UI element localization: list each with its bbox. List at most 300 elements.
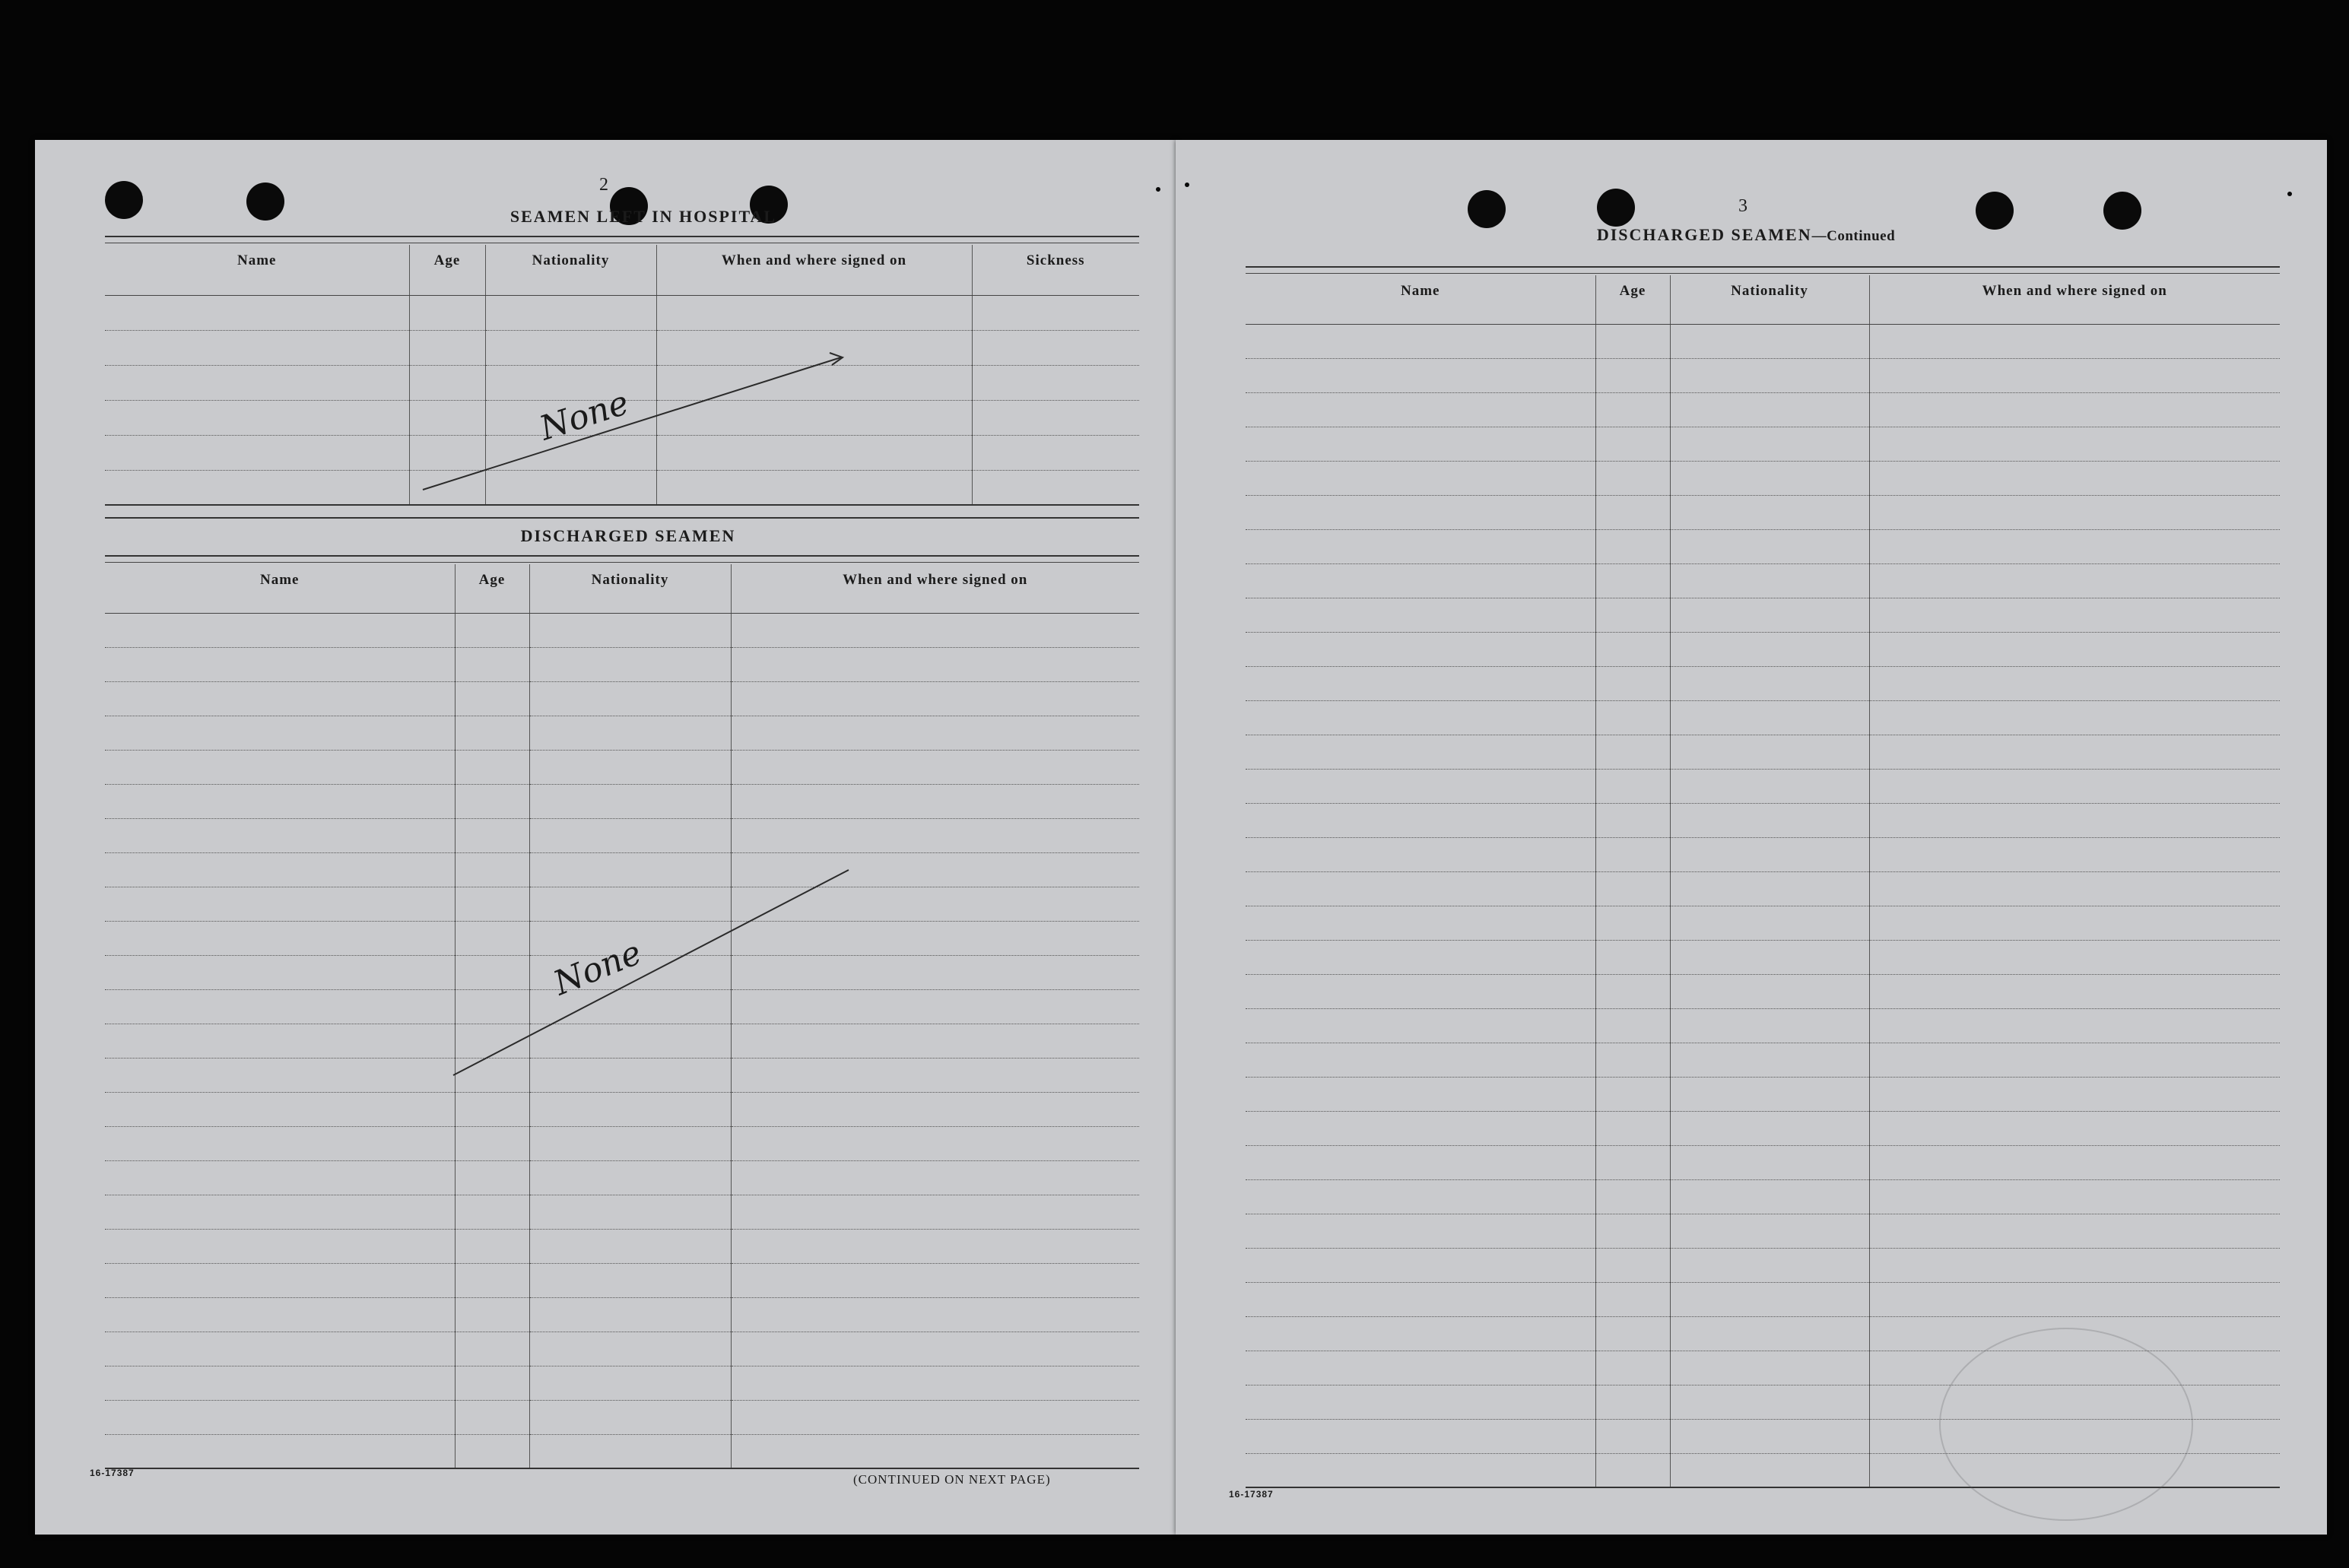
table-row [1246, 1008, 2280, 1043]
table-cell [1670, 666, 1869, 700]
table-row [1246, 1282, 2280, 1316]
section-title-text: DISCHARGED SEAMEN [1596, 225, 1812, 244]
table-cell [1595, 1282, 1670, 1316]
table-cell [1595, 598, 1670, 632]
table-cell [1869, 906, 2280, 940]
table-row [1246, 700, 2280, 735]
table-cell [1869, 1282, 2280, 1316]
table-cell [1246, 1008, 1595, 1043]
table-cell [1869, 940, 2280, 974]
table-cell [1246, 1351, 1595, 1385]
table-cell [529, 681, 731, 716]
left-page [35, 140, 1176, 1535]
table-cell [1869, 803, 2280, 837]
speck [1156, 187, 1160, 192]
punch-hole [246, 183, 284, 221]
table-row [1246, 837, 2280, 871]
table-cell [1595, 1419, 1670, 1453]
table-row [1246, 1077, 2280, 1111]
punch-hole [1468, 190, 1506, 228]
table-cell [1246, 1316, 1595, 1351]
table-row [1246, 1214, 2280, 1248]
table-cell [1869, 700, 2280, 735]
table-cell [105, 852, 455, 887]
faint-stamp [1939, 1328, 2193, 1521]
table-cell [105, 750, 455, 784]
table-cell [1869, 837, 2280, 871]
table-cell [1869, 392, 2280, 427]
table-cell [1595, 871, 1670, 906]
table-cell [1670, 1248, 1869, 1282]
discharged-continued-table [1246, 275, 2280, 1488]
table-cell [105, 1160, 455, 1195]
table-cell [1670, 1419, 1869, 1453]
table-cell [1595, 1179, 1670, 1214]
table-row [105, 784, 1139, 818]
table-cell [1246, 563, 1595, 598]
column-header-name: Name [1246, 275, 1595, 324]
column-header-sickness: Sickness [972, 245, 1139, 295]
table-cell [529, 784, 731, 818]
table-cell [485, 295, 656, 330]
table-cell [455, 1332, 529, 1366]
table-cell [972, 470, 1139, 505]
title-rule [105, 236, 1139, 243]
table-cell [1670, 1351, 1869, 1385]
speck [2287, 192, 2292, 196]
table-cell [1869, 495, 2280, 529]
table-cell [1595, 461, 1670, 495]
table-cell [1670, 1316, 1869, 1351]
table-row [1246, 324, 2280, 358]
table-cell [455, 1263, 529, 1297]
table-cell [1670, 803, 1869, 837]
table-row [1246, 461, 2280, 495]
table-row [1246, 1111, 2280, 1145]
table-cell [1246, 1043, 1595, 1077]
table-cell [731, 1263, 1139, 1297]
table-cell [455, 1160, 529, 1195]
table-cell [731, 750, 1139, 784]
table-cell [1246, 358, 1595, 392]
table-cell [455, 613, 529, 647]
table-row [105, 1195, 1139, 1229]
table-cell [529, 750, 731, 784]
table-row [1246, 563, 2280, 598]
punch-hole [105, 181, 143, 219]
table-cell [1670, 392, 1869, 427]
table-row [1246, 495, 2280, 529]
table-cell [529, 818, 731, 852]
table-cell [1670, 1385, 1869, 1419]
table-row [1246, 1043, 2280, 1077]
table-cell [1595, 1453, 1670, 1487]
table-cell [1246, 392, 1595, 427]
column-header-nationality: Nationality [485, 245, 656, 295]
table-cell [1246, 906, 1595, 940]
table-cell [1595, 392, 1670, 427]
table-row [105, 1434, 1139, 1468]
table-cell [1246, 769, 1595, 803]
column-header-when-where-signed-on: When and where signed on [731, 564, 1139, 613]
table-cell [1595, 1248, 1670, 1282]
table-cell [1869, 1145, 2280, 1179]
table-cell [1670, 1111, 1869, 1145]
table-cell [1670, 906, 1869, 940]
table-cell [1670, 495, 1869, 529]
table-cell [105, 1058, 455, 1092]
table-cell [1869, 324, 2280, 358]
table-cell [1670, 837, 1869, 871]
section-title-continued: —Continued [1811, 228, 1896, 244]
table-cell [455, 681, 529, 716]
table-cell [1670, 940, 1869, 974]
table-cell [1670, 974, 1869, 1008]
table-cell [105, 1400, 455, 1434]
column-header-name: Name [105, 245, 409, 295]
table-cell [1670, 1179, 1869, 1214]
table-cell [1595, 1214, 1670, 1248]
column-header-age: Age [455, 564, 529, 613]
table-cell [105, 1263, 455, 1297]
table-cell [1670, 1043, 1869, 1077]
table-cell [455, 1400, 529, 1434]
table-cell [529, 1229, 731, 1263]
table-cell [105, 887, 455, 921]
table-cell [1595, 1145, 1670, 1179]
column-header-age: Age [409, 245, 485, 295]
table-cell [731, 784, 1139, 818]
table-cell [1246, 529, 1595, 563]
table-cell [1246, 803, 1595, 837]
table-cell [1246, 1145, 1595, 1179]
punch-hole [1976, 192, 2014, 230]
table-cell [1595, 1351, 1670, 1385]
column-header-nationality: Nationality [1670, 275, 1869, 324]
table-cell [105, 1297, 455, 1332]
table-row [1246, 1179, 2280, 1214]
table-cell [731, 1297, 1139, 1332]
table-cell [455, 1434, 529, 1468]
section-title-discharged-seamen: DISCHARGED SEAMEN [520, 526, 736, 545]
table-cell [1246, 735, 1595, 769]
table-cell [731, 716, 1139, 750]
table-cell [455, 818, 529, 852]
table-cell [1670, 871, 1869, 906]
table-cell [1246, 461, 1595, 495]
table-cell [1595, 1385, 1670, 1419]
table-cell [1869, 1008, 2280, 1043]
table-cell [1595, 974, 1670, 1008]
table-cell [731, 1126, 1139, 1160]
table-row [1246, 392, 2280, 427]
table-cell [1670, 1214, 1869, 1248]
table-cell [731, 818, 1139, 852]
table-row [105, 647, 1139, 681]
table-cell [105, 1024, 455, 1058]
table-cell [1869, 1111, 2280, 1145]
table-cell [529, 1366, 731, 1400]
table-cell [1670, 461, 1869, 495]
table-cell [529, 1126, 731, 1160]
table-cell [1869, 769, 2280, 803]
table-row [1246, 803, 2280, 837]
table-cell [1595, 427, 1670, 461]
table-cell [1246, 1419, 1595, 1453]
table-cell [1246, 632, 1595, 666]
table-cell [1246, 1282, 1595, 1316]
table-cell [1246, 1453, 1595, 1487]
table-row [1246, 666, 2280, 700]
table-row [105, 1366, 1139, 1400]
table-cell [1595, 700, 1670, 735]
table-row [105, 1400, 1139, 1434]
table-cell [731, 1195, 1139, 1229]
table-row [105, 1092, 1139, 1126]
table-cell [1869, 598, 2280, 632]
table-row [1246, 735, 2280, 769]
section-title-discharged-seamen-continued [1510, 225, 1982, 245]
table-row [1246, 1145, 2280, 1179]
table-cell [1595, 1316, 1670, 1351]
table-cell [1595, 837, 1670, 871]
table-cell [1869, 427, 2280, 461]
table-cell [731, 1092, 1139, 1126]
table-row [1246, 940, 2280, 974]
table-cell [1595, 563, 1670, 598]
page-number: 2 [599, 175, 609, 195]
table-cell [1246, 974, 1595, 1008]
table-cell [105, 1126, 455, 1160]
svg-text:None: None [535, 383, 633, 449]
table-cell [972, 435, 1139, 470]
table-cell [1869, 1214, 2280, 1248]
table-cell [731, 681, 1139, 716]
table-cell [529, 1195, 731, 1229]
table-cell [105, 1092, 455, 1126]
table-row [105, 1297, 1139, 1332]
table-cell [731, 1434, 1139, 1468]
table-cell [1869, 666, 2280, 700]
table-cell [1869, 632, 2280, 666]
table-row [1246, 769, 2280, 803]
table-cell [1595, 735, 1670, 769]
table-cell [529, 1400, 731, 1434]
table-row [105, 681, 1139, 716]
table-cell [455, 1126, 529, 1160]
table-cell [105, 681, 455, 716]
table-cell [1246, 1214, 1595, 1248]
table-cell [1670, 1453, 1869, 1487]
table-cell [1595, 529, 1670, 563]
table-cell [731, 1366, 1139, 1400]
table-row [105, 1332, 1139, 1366]
table-cell [1246, 324, 1595, 358]
table-cell [1246, 1179, 1595, 1214]
table-cell [1670, 598, 1869, 632]
table-cell [1869, 1043, 2280, 1077]
table-cell [1595, 358, 1670, 392]
table-cell [529, 1332, 731, 1366]
table-cell [105, 818, 455, 852]
table-cell [656, 295, 972, 330]
column-header-age: Age [1595, 275, 1670, 324]
table-cell [105, 784, 455, 818]
table-row [105, 295, 1139, 330]
table-cell [1670, 358, 1869, 392]
table-row [105, 1263, 1139, 1297]
table-row [105, 750, 1139, 784]
table-cell [105, 1366, 455, 1400]
table-row [105, 1126, 1139, 1160]
table-cell [731, 1332, 1139, 1366]
column-header-nationality: Nationality [529, 564, 731, 613]
table-cell [105, 989, 455, 1024]
table-cell [1670, 700, 1869, 735]
table-row [1246, 427, 2280, 461]
table-cell [1595, 324, 1670, 358]
table-cell [105, 435, 409, 470]
table-cell [455, 647, 529, 681]
table-cell [1869, 461, 2280, 495]
table-cell [1246, 940, 1595, 974]
form-number: 16-17387 [1229, 1489, 1274, 1500]
table-cell [1869, 1248, 2280, 1282]
table-cell [1869, 563, 2280, 598]
table-cell [529, 1297, 731, 1332]
table-cell [1670, 324, 1869, 358]
table-cell [1869, 1077, 2280, 1111]
table-cell [1246, 1385, 1595, 1419]
table-cell [1246, 1111, 1595, 1145]
table-cell [1670, 1282, 1869, 1316]
form-number: 16-17387 [90, 1468, 135, 1478]
table-cell [731, 613, 1139, 647]
table-cell [455, 716, 529, 750]
table-cell [972, 295, 1139, 330]
table-cell [1595, 632, 1670, 666]
table-cell [731, 647, 1139, 681]
table-cell [1670, 1008, 1869, 1043]
table-cell [1670, 427, 1869, 461]
table-cell [105, 1195, 455, 1229]
table-cell [529, 1263, 731, 1297]
table-cell [1246, 871, 1595, 906]
table-row [1246, 529, 2280, 563]
table-cell [731, 1229, 1139, 1263]
table-cell [1595, 666, 1670, 700]
table-cell [105, 470, 409, 505]
table-cell [1246, 700, 1595, 735]
table-cell [105, 921, 455, 955]
section-title-seamen-left-in-hospital: SEAMEN LEFT IN HOSPITAL [509, 207, 777, 226]
table-cell [1670, 1077, 1869, 1111]
table-cell [1595, 803, 1670, 837]
table-row [1246, 598, 2280, 632]
section-rule [105, 517, 1139, 519]
table-cell [731, 1400, 1139, 1434]
table-cell [1670, 529, 1869, 563]
table-row [105, 1229, 1139, 1263]
table-cell [105, 955, 455, 989]
column-header-name: Name [105, 564, 455, 613]
table-row [105, 613, 1139, 647]
punch-hole [2103, 192, 2141, 230]
table-cell [1869, 358, 2280, 392]
table-row [1246, 871, 2280, 906]
table-cell [105, 400, 409, 435]
table-cell [105, 613, 455, 647]
table-row [1246, 906, 2280, 940]
table-row [1246, 358, 2280, 392]
table-cell [529, 1434, 731, 1468]
table-cell [1246, 666, 1595, 700]
table-cell [1246, 495, 1595, 529]
table-cell [1670, 563, 1869, 598]
table-cell [105, 365, 409, 400]
table-cell [1869, 1179, 2280, 1214]
table-cell [1670, 735, 1869, 769]
table-cell [1595, 906, 1670, 940]
table-cell [409, 295, 485, 330]
table-cell [529, 647, 731, 681]
table-cell [455, 1092, 529, 1126]
table-cell [1595, 769, 1670, 803]
table-cell [1246, 427, 1595, 461]
table-cell [972, 400, 1139, 435]
table-cell [455, 1297, 529, 1332]
speck [1185, 183, 1189, 187]
table-cell [972, 330, 1139, 365]
table-cell [1595, 1008, 1670, 1043]
table-cell [1595, 940, 1670, 974]
table-cell [1595, 1043, 1670, 1077]
table-cell [1869, 529, 2280, 563]
table-cell [1869, 871, 2280, 906]
table-row [1246, 974, 2280, 1008]
table-cell [1246, 598, 1595, 632]
table-cell [105, 716, 455, 750]
table-cell [529, 1092, 731, 1126]
table-cell [105, 1434, 455, 1468]
table-cell [105, 295, 409, 330]
table-cell [1246, 1248, 1595, 1282]
table-cell [1595, 495, 1670, 529]
table-cell [1869, 974, 2280, 1008]
table-cell [529, 613, 731, 647]
table-cell [105, 1332, 455, 1366]
title-rule [1246, 266, 2280, 274]
table-cell [455, 1195, 529, 1229]
table-row [105, 818, 1139, 852]
column-header-when-where-signed-on: When and where signed on [1869, 275, 2280, 324]
table-cell [105, 330, 409, 365]
table-cell [731, 1160, 1139, 1195]
table-row [1246, 1248, 2280, 1282]
table-cell [1670, 632, 1869, 666]
table-row [1246, 632, 2280, 666]
column-header-when-where-signed-on: When and where signed on [656, 245, 972, 295]
right-page [1176, 140, 2327, 1535]
page-number: 3 [1738, 196, 1748, 216]
table-cell [1670, 769, 1869, 803]
continued-note: (CONTINUED ON NEXT PAGE) [853, 1472, 1051, 1487]
punch-hole [1597, 189, 1635, 227]
table-row [105, 716, 1139, 750]
title-rule [105, 555, 1139, 563]
table-row [105, 1160, 1139, 1195]
svg-text:None: None [548, 933, 647, 1004]
